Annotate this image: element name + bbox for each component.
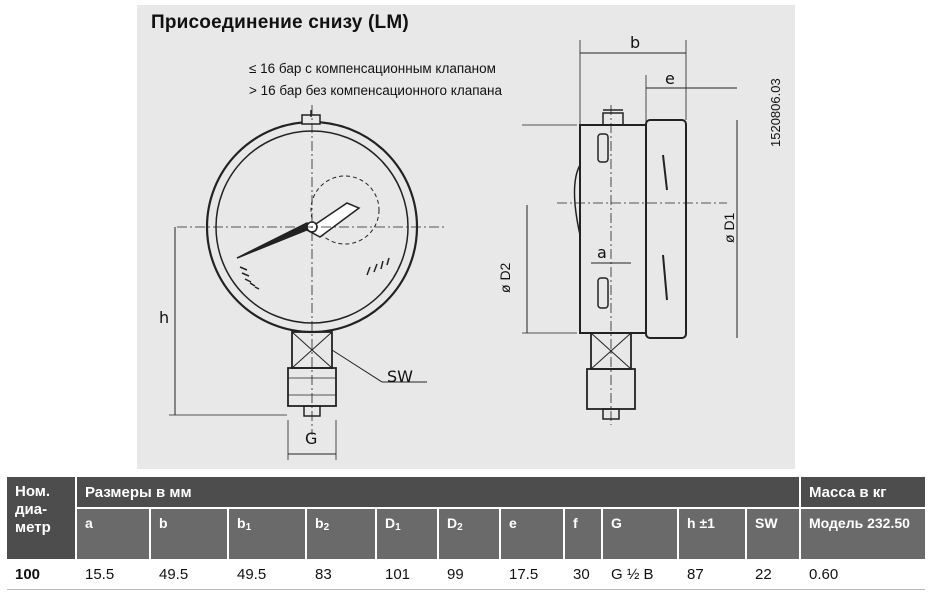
col-f: f [565, 507, 603, 559]
dim-label-e: e [665, 69, 675, 88]
mass-sub-header: Модель 232.50 [801, 507, 925, 559]
dim-label-d2: ø D2 [497, 262, 513, 293]
col-a: a [77, 507, 151, 559]
col-e: e [501, 507, 565, 559]
cell-d1: 101 [377, 559, 439, 590]
col-b1: $b_1$ [229, 507, 307, 559]
table-row [7, 559, 925, 590]
mass-header: Масса в кг [801, 477, 925, 507]
drawing-reference-number: 1520806.03 [768, 78, 783, 147]
dim-label-b: b [630, 33, 641, 52]
cell-a: 15.5 [77, 559, 151, 590]
col-b: b [151, 507, 229, 559]
cell-e: 17.5 [501, 559, 565, 590]
cell-nom: 100 [7, 559, 77, 590]
cell-mass: 0.60 [801, 559, 925, 590]
cell-g: G ½ B [603, 559, 679, 590]
dim-label-a: a [597, 243, 607, 262]
cell-b1: 49.5 [229, 559, 307, 590]
dim-label-d1: ø D1 [721, 212, 737, 243]
cell-b: 49.5 [151, 559, 229, 590]
dim-label-sw: SW [387, 367, 413, 386]
nom-diameter-header: Ном. диа-метр [7, 477, 77, 559]
col-d2: $D_2$ [439, 507, 501, 559]
gauge-drawing-svg [137, 5, 795, 469]
technical-drawing [137, 5, 795, 469]
col-d1: $D_1$ [377, 507, 439, 559]
dim-label-h: h [159, 308, 170, 327]
drawing-title: Присоединение снизу (LM) [151, 12, 409, 33]
note-line-2: > 16 бар без компенсационного клапана [249, 83, 503, 98]
dim-label-g: G [305, 429, 318, 448]
col-b2: $b_2$ [307, 507, 377, 559]
dims-header: Размеры в мм [77, 477, 801, 507]
col-sw: SW [747, 507, 801, 559]
cell-f: 30 [565, 559, 603, 590]
cell-h: 87 [679, 559, 747, 590]
cell-sw: 22 [747, 559, 801, 590]
col-h: h ±1 [679, 507, 747, 559]
cell-b2: 83 [307, 559, 377, 590]
note-line-1: ≤ 16 бар с компенсационным клапаном [249, 61, 496, 76]
col-g: G [603, 507, 679, 559]
dimensions-table [7, 477, 925, 590]
cell-d2: 99 [439, 559, 501, 590]
